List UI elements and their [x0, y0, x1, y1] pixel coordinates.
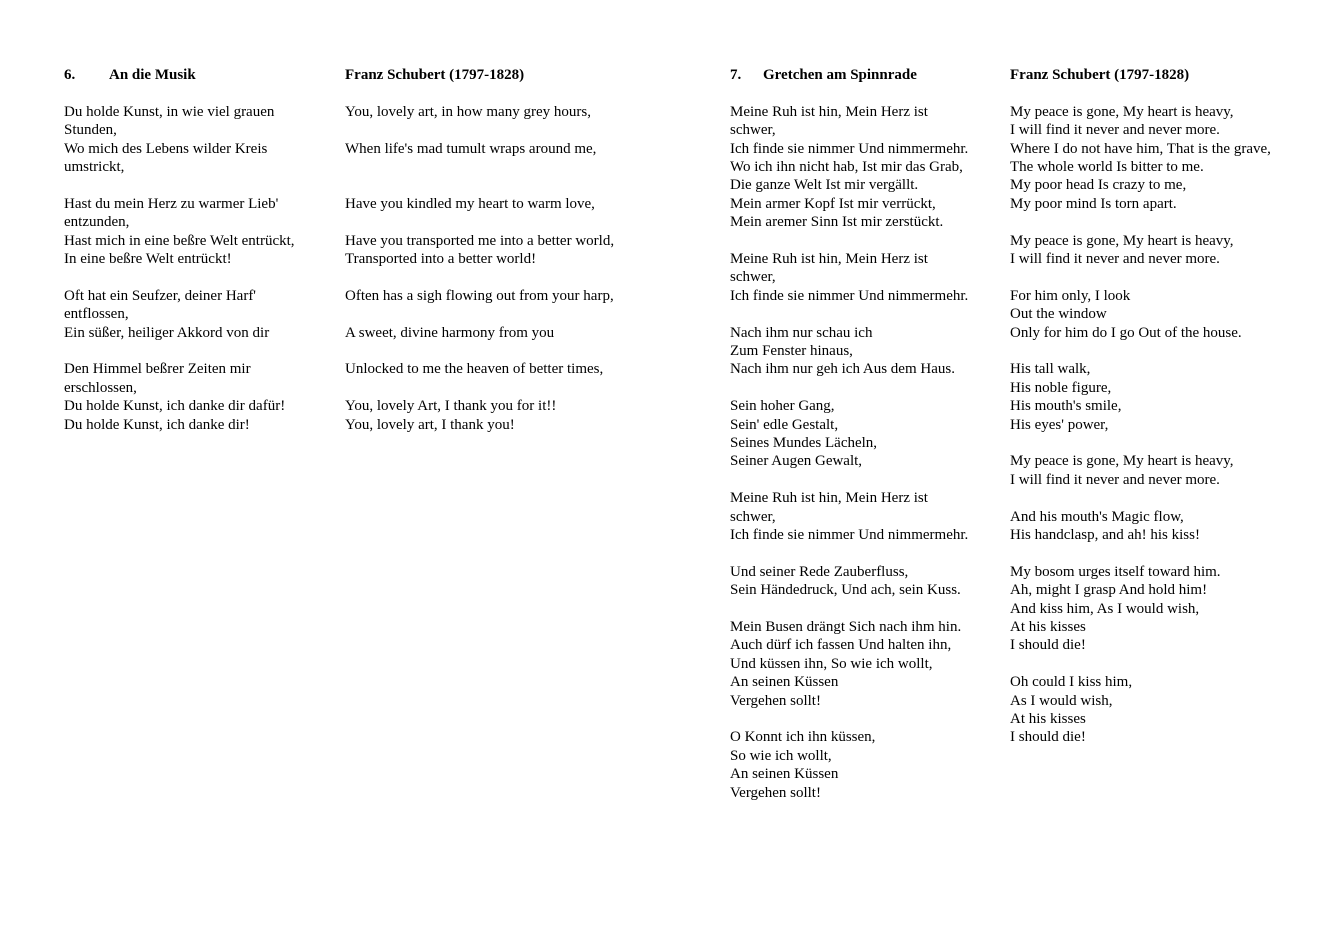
lyric-line: An seinen Küssen	[730, 766, 839, 783]
song6-heading	[64, 66, 324, 84]
song6-german-lyrics	[64, 103, 324, 434]
lyric-line: erschlossen,	[64, 379, 137, 396]
lyric-line: entzunden,	[64, 214, 130, 231]
song7-english-column	[1010, 66, 1310, 747]
stanza-break	[730, 232, 992, 250]
song6-title: An die Musik	[109, 67, 196, 83]
lyric-line: The whole world Is bitter to me.	[1010, 159, 1204, 175]
lyric-line: Ich finde sie nimmer Und nimmermehr.	[730, 140, 969, 157]
lyric-line: Du holde Kunst, in wie viel grauen	[64, 103, 275, 120]
stanza-break	[730, 710, 992, 728]
lyric-line: Nach ihm nur geh ich Aus dem Haus.	[730, 361, 955, 378]
lyric-line: Seines Mundes Lächeln,	[730, 435, 878, 452]
lyric-line: At his kisses	[1010, 711, 1086, 728]
stanza-break	[730, 471, 992, 489]
song7-english-lyrics	[1010, 103, 1310, 747]
lyric-line: You, lovely art, in how many grey hours,	[345, 103, 591, 120]
lyric-line: My peace is gone, My heart is heavy,	[1010, 453, 1234, 470]
stanza-break	[730, 600, 992, 618]
stanza-break	[730, 305, 992, 323]
lyric-line: I should die!	[1010, 729, 1086, 746]
lyric-line: So wie ich wollt,	[730, 747, 832, 764]
song7-heading	[730, 66, 992, 84]
lyric-line: Vergehen sollt!	[730, 784, 821, 801]
song6-english-lyrics	[345, 103, 665, 434]
song6-german-column	[64, 66, 324, 434]
lyric-line: Wo ich ihn nicht hab, Ist mir das Grab,	[730, 159, 963, 175]
song7-title: Gretchen am Spinnrade	[763, 67, 917, 83]
stanza-break	[345, 305, 665, 323]
stanza-break	[345, 176, 665, 194]
stanza-break	[1010, 268, 1310, 286]
stanza-break	[1010, 655, 1310, 673]
stanza-break	[1010, 213, 1310, 231]
lyric-line: Auch dürf ich fassen Und halten ihn,	[730, 637, 952, 654]
lyric-line: Seiner Augen Gewalt,	[730, 453, 863, 470]
lyric-line: For him only, I look	[1010, 287, 1131, 304]
lyric-line: My bosom urges itself toward him.	[1010, 563, 1221, 580]
lyric-line: Ich finde sie nimmer Und nimmermehr.	[730, 287, 969, 304]
lyric-line: Zum Fenster hinaus,	[730, 343, 853, 360]
song6-composer: Franz Schubert (1797-1828)	[345, 67, 525, 83]
lyric-line: schwer,	[730, 122, 776, 139]
lyric-line: Mein aremer Sinn Ist mir zerstückt.	[730, 214, 944, 231]
lyric-line: My poor mind Is torn apart.	[1010, 195, 1177, 212]
lyric-line: I will find it never and never more.	[1010, 251, 1220, 268]
stanza-break	[1010, 434, 1310, 452]
lyric-line: Du holde Kunst, ich danke dir dafür!	[64, 398, 286, 415]
stanza-break	[64, 268, 324, 286]
stanza-break	[345, 342, 665, 360]
lyric-line: Meine Ruh ist hin, Mein Herz ist	[730, 103, 928, 120]
lyric-line: His tall walk,	[1010, 361, 1091, 378]
stanza-break	[730, 379, 992, 397]
lyric-line: Where I do not have him, That is the grave,	[1010, 140, 1271, 157]
lyric-line: Mein armer Kopf Ist mir verrückt,	[730, 195, 936, 212]
lyric-line: Often has a sigh flowing out from your harp,	[345, 287, 614, 304]
lyric-line: And kiss him, As I would wish,	[1010, 600, 1200, 617]
stanza-break	[345, 379, 665, 397]
lyric-line: When life's mad tumult wraps around me,	[345, 140, 597, 157]
lyric-line: As I would wish,	[1010, 692, 1113, 709]
stanza-break	[1010, 342, 1310, 360]
lyric-line: entflossen,	[64, 306, 129, 323]
lyric-line: Den Himmel beßrer Zeiten mir	[64, 361, 251, 378]
lyric-line: Hast mich in eine beßre Welt entrückt,	[64, 232, 295, 249]
lyric-line: A sweet, divine harmony from you	[345, 324, 555, 341]
lyric-line: His mouth's smile,	[1010, 398, 1122, 415]
song7-number: 7.	[730, 67, 742, 83]
lyric-line: Die ganze Welt Ist mir vergällt.	[730, 177, 919, 194]
stanza-break	[345, 158, 665, 176]
lyric-line: Mein Busen drängt Sich nach ihm hin.	[730, 619, 962, 636]
lyric-line: I will find it never and never more.	[1010, 122, 1220, 139]
stanza-break	[345, 213, 665, 231]
lyric-line: O Konnt ich ihn küssen,	[730, 729, 876, 746]
lyric-line: In eine beßre Welt entrückt!	[64, 251, 232, 268]
lyric-line: An seinen Küssen	[730, 674, 839, 691]
lyric-line: Oh could I kiss him,	[1010, 674, 1133, 691]
lyric-line: You, lovely art, I thank you!	[345, 416, 515, 433]
stanza-break	[730, 544, 992, 562]
lyric-line: Stunden,	[64, 122, 117, 139]
lyric-line: Transported into a better world!	[345, 250, 537, 267]
lyric-line: Vergehen sollt!	[730, 692, 821, 709]
lyric-line: And his mouth's Magic flow,	[1010, 508, 1184, 525]
lyric-line: schwer,	[730, 508, 776, 525]
stanza-break	[1010, 544, 1310, 562]
lyric-line: Oft hat ein Seufzer, deiner Harf'	[64, 287, 257, 304]
lyric-line: At his kisses	[1010, 619, 1086, 636]
lyric-line: Sein' edle Gestalt,	[730, 416, 839, 433]
lyric-line: Sein Händedruck, Und ach, sein Kuss.	[730, 582, 961, 599]
lyric-line: I will find it never and never more.	[1010, 471, 1220, 488]
song7-german-lyrics	[730, 103, 992, 802]
lyric-line: My poor head Is crazy to me,	[1010, 177, 1187, 194]
lyric-line: His eyes' power,	[1010, 416, 1109, 433]
lyric-line: Unlocked to me the heaven of better times,	[345, 361, 604, 378]
lyric-line: Ein süßer, heiliger Akkord von dir	[64, 324, 270, 341]
lyric-line: My peace is gone, My heart is heavy,	[1010, 103, 1234, 120]
lyric-line: umstrickt,	[64, 159, 125, 175]
lyric-line: Ich finde sie nimmer Und nimmermehr.	[730, 527, 969, 544]
lyric-line: Wo mich des Lebens wilder Kreis	[64, 140, 268, 157]
lyric-line: Und seiner Rede Zauberfluss,	[730, 563, 909, 580]
lyric-line: I should die!	[1010, 637, 1086, 654]
song6-number: 6.	[64, 67, 76, 83]
lyric-line: Out the window	[1010, 306, 1107, 323]
lyric-line: Meine Ruh ist hin, Mein Herz ist	[730, 251, 928, 268]
lyric-line: Only for him do I go Out of the house.	[1010, 324, 1242, 341]
song7-composer: Franz Schubert (1797-1828)	[1010, 67, 1190, 83]
song7-german-column	[730, 66, 992, 802]
lyric-line: Du holde Kunst, ich danke dir!	[64, 416, 250, 433]
stanza-break	[345, 268, 665, 286]
lyric-line: My peace is gone, My heart is heavy,	[1010, 232, 1234, 249]
lyric-line: Hast du mein Herz zu warmer Lieb'	[64, 195, 279, 212]
lyric-line: Ah, might I grasp And hold him!	[1010, 582, 1208, 599]
lyric-line: schwer,	[730, 269, 776, 286]
lyric-line: His handclasp, and ah! his kiss!	[1010, 527, 1200, 544]
lyric-line: Nach ihm nur schau ich	[730, 324, 873, 341]
stanza-break	[345, 121, 665, 139]
stanza-break	[64, 176, 324, 194]
lyric-line: Have you kindled my heart to warm love,	[345, 195, 595, 212]
stanza-break	[64, 342, 324, 360]
lyric-line: Sein hoher Gang,	[730, 398, 835, 415]
lyric-line: His noble figure,	[1010, 379, 1112, 396]
lyric-line: You, lovely Art, I thank you for it!!	[345, 398, 557, 415]
song6-english-column	[345, 66, 665, 434]
lyric-line: Meine Ruh ist hin, Mein Herz ist	[730, 490, 928, 507]
lyric-line: Have you transported me into a better world,	[345, 232, 615, 249]
stanza-break	[1010, 489, 1310, 507]
lyric-line: Und küssen ihn, So wie ich wollt,	[730, 655, 933, 672]
